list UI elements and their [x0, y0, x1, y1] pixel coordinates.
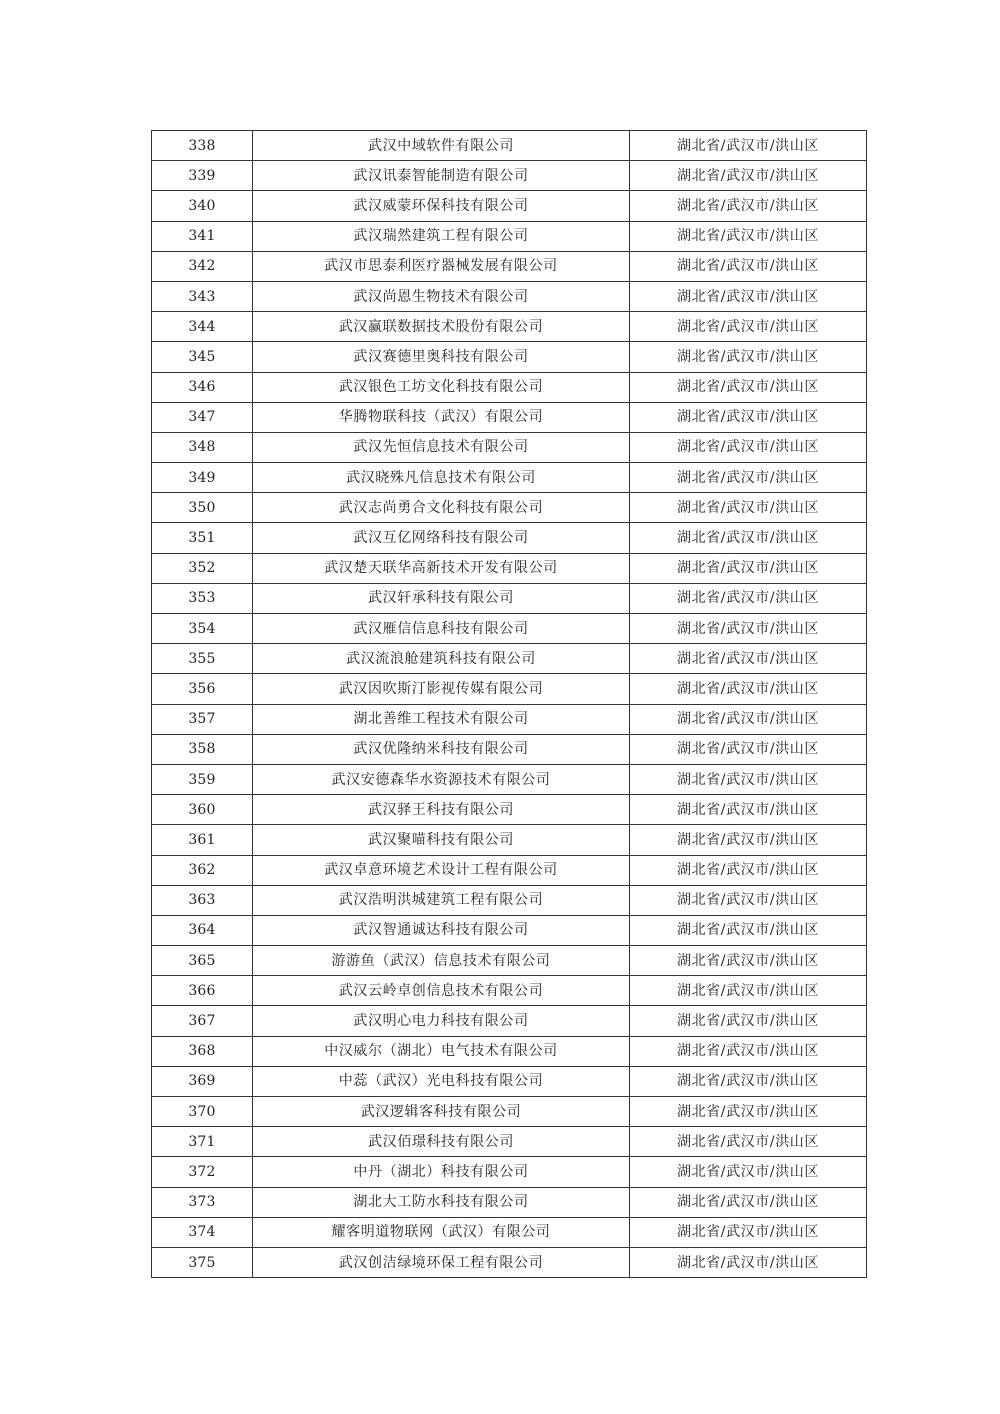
row-number: 366: [152, 976, 253, 1006]
company-location: 湖北省/武汉市/洪山区: [630, 1217, 867, 1247]
table-row: [152, 674, 867, 704]
table-row: [152, 1006, 867, 1036]
table-row: [152, 553, 867, 583]
table-row: [152, 915, 867, 945]
table-row: [152, 493, 867, 523]
company-name: 武汉赢联数据技术股份有限公司: [253, 312, 630, 342]
table-row: [152, 281, 867, 311]
company-name: 武汉卓意环境艺术设计工程有限公司: [253, 855, 630, 885]
table-row: [152, 1066, 867, 1096]
table-row: [152, 432, 867, 462]
company-location: 湖北省/武汉市/洪山区: [630, 795, 867, 825]
company-location: 湖北省/武汉市/洪山区: [630, 1066, 867, 1096]
table-row: [152, 583, 867, 613]
row-number: 368: [152, 1036, 253, 1066]
row-number: 372: [152, 1157, 253, 1187]
company-name: 武汉讯泰智能制造有限公司: [253, 161, 630, 191]
row-number: 346: [152, 372, 253, 402]
row-number: 358: [152, 734, 253, 764]
table-row: [152, 855, 867, 885]
table-row: [152, 402, 867, 432]
company-name: 武汉流浪舱建筑科技有限公司: [253, 644, 630, 674]
company-name: 武汉浩明洪城建筑工程有限公司: [253, 885, 630, 915]
company-name: 湖北大工防水科技有限公司: [253, 1187, 630, 1217]
row-number: 348: [152, 432, 253, 462]
company-location: 湖北省/武汉市/洪山区: [630, 915, 867, 945]
company-name: 中丹（湖北）科技有限公司: [253, 1157, 630, 1187]
company-location: 湖北省/武汉市/洪山区: [630, 1187, 867, 1217]
company-name: 武汉先恒信息技术有限公司: [253, 432, 630, 462]
table-row: [152, 342, 867, 372]
company-name: 武汉聚喵科技有限公司: [253, 825, 630, 855]
row-number: 343: [152, 281, 253, 311]
company-location: 湖北省/武汉市/洪山区: [630, 764, 867, 794]
row-number: 374: [152, 1217, 253, 1247]
row-number: 355: [152, 644, 253, 674]
company-location: 湖北省/武汉市/洪山区: [630, 734, 867, 764]
row-number: 347: [152, 402, 253, 432]
company-name: 武汉市思泰利医疗器械发展有限公司: [253, 251, 630, 281]
row-number: 362: [152, 855, 253, 885]
table-row: [152, 1187, 867, 1217]
table-row: [152, 614, 867, 644]
company-name: 武汉雁信信息科技有限公司: [253, 614, 630, 644]
row-number: 369: [152, 1066, 253, 1096]
table-row: [152, 644, 867, 674]
company-location: 湖北省/武汉市/洪山区: [630, 976, 867, 1006]
company-name: 武汉瑞然建筑工程有限公司: [253, 221, 630, 251]
company-name: 耀客明道物联网（武汉）有限公司: [253, 1217, 630, 1247]
company-name: 中汉威尔（湖北）电气技术有限公司: [253, 1036, 630, 1066]
company-name: 武汉晓殊凡信息技术有限公司: [253, 463, 630, 493]
row-number: 340: [152, 191, 253, 221]
table-row: [152, 734, 867, 764]
row-number: 350: [152, 493, 253, 523]
company-name: 武汉轩承科技有限公司: [253, 583, 630, 613]
row-number: 353: [152, 583, 253, 613]
company-name: 华腾物联科技（武汉）有限公司: [253, 402, 630, 432]
company-location: 湖北省/武汉市/洪山区: [630, 281, 867, 311]
table-row: [152, 795, 867, 825]
table-row: [152, 191, 867, 221]
table-row: [152, 1157, 867, 1187]
company-name: 武汉尚恩生物技术有限公司: [253, 281, 630, 311]
company-location: 湖北省/武汉市/洪山区: [630, 1097, 867, 1127]
company-location: 湖北省/武汉市/洪山区: [630, 372, 867, 402]
row-number: 349: [152, 463, 253, 493]
company-name: 武汉佰璟科技有限公司: [253, 1127, 630, 1157]
company-name: 武汉楚天联华高新技术开发有限公司: [253, 553, 630, 583]
row-number: 351: [152, 523, 253, 553]
company-name: 武汉互亿网络科技有限公司: [253, 523, 630, 553]
row-number: 375: [152, 1247, 253, 1277]
row-number: 356: [152, 674, 253, 704]
company-location: 湖北省/武汉市/洪山区: [630, 493, 867, 523]
table-row: [152, 1247, 867, 1277]
company-name: 武汉优隆纳米科技有限公司: [253, 734, 630, 764]
company-location: 湖北省/武汉市/洪山区: [630, 191, 867, 221]
company-name: 武汉中域软件有限公司: [253, 131, 630, 161]
row-number: 344: [152, 312, 253, 342]
company-location: 湖北省/武汉市/洪山区: [630, 312, 867, 342]
company-name: 武汉赛德里奥科技有限公司: [253, 342, 630, 372]
company-name: 武汉银色工坊文化科技有限公司: [253, 372, 630, 402]
table-row: [152, 1036, 867, 1066]
company-location: 湖北省/武汉市/洪山区: [630, 946, 867, 976]
company-name: 游游鱼（武汉）信息技术有限公司: [253, 946, 630, 976]
table-row: [152, 523, 867, 553]
table-row: [152, 251, 867, 281]
company-location: 湖北省/武汉市/洪山区: [630, 885, 867, 915]
table-row: [152, 1217, 867, 1247]
company-location: 湖北省/武汉市/洪山区: [630, 825, 867, 855]
row-number: 342: [152, 251, 253, 281]
table-body: [152, 131, 867, 1278]
company-location: 湖北省/武汉市/洪山区: [630, 161, 867, 191]
company-location: 湖北省/武汉市/洪山区: [630, 221, 867, 251]
company-name: 武汉安德森华水资源技术有限公司: [253, 764, 630, 794]
row-number: 371: [152, 1127, 253, 1157]
table-row: [152, 825, 867, 855]
company-name: 湖北善维工程技术有限公司: [253, 704, 630, 734]
company-location: 湖北省/武汉市/洪山区: [630, 402, 867, 432]
company-location: 湖北省/武汉市/洪山区: [630, 1247, 867, 1277]
company-name: 武汉智通诚达科技有限公司: [253, 915, 630, 945]
company-location: 湖北省/武汉市/洪山区: [630, 131, 867, 161]
table-row: [152, 764, 867, 794]
table-row: [152, 976, 867, 1006]
company-name: 武汉创洁绿境环保工程有限公司: [253, 1247, 630, 1277]
company-location: 湖北省/武汉市/洪山区: [630, 583, 867, 613]
company-name: 武汉明心电力科技有限公司: [253, 1006, 630, 1036]
row-number: 360: [152, 795, 253, 825]
row-number: 357: [152, 704, 253, 734]
row-number: 339: [152, 161, 253, 191]
company-location: 湖北省/武汉市/洪山区: [630, 1036, 867, 1066]
company-location: 湖北省/武汉市/洪山区: [630, 614, 867, 644]
company-location: 湖北省/武汉市/洪山区: [630, 704, 867, 734]
table-row: [152, 1127, 867, 1157]
row-number: 345: [152, 342, 253, 372]
company-location: 湖北省/武汉市/洪山区: [630, 1157, 867, 1187]
company-location: 湖北省/武汉市/洪山区: [630, 342, 867, 372]
row-number: 370: [152, 1097, 253, 1127]
table-row: [152, 1097, 867, 1127]
table-row: [152, 161, 867, 191]
company-name: 中蕊（武汉）光电科技有限公司: [253, 1066, 630, 1096]
company-location: 湖北省/武汉市/洪山区: [630, 644, 867, 674]
row-number: 367: [152, 1006, 253, 1036]
company-location: 湖北省/武汉市/洪山区: [630, 251, 867, 281]
company-location: 湖北省/武汉市/洪山区: [630, 855, 867, 885]
company-table: [151, 130, 867, 1278]
company-location: 湖北省/武汉市/洪山区: [630, 523, 867, 553]
table-row: [152, 946, 867, 976]
table-row: [152, 131, 867, 161]
company-name: 武汉驿王科技有限公司: [253, 795, 630, 825]
table-row: [152, 704, 867, 734]
company-name: 武汉逻辑客科技有限公司: [253, 1097, 630, 1127]
table-row: [152, 885, 867, 915]
table-row: [152, 463, 867, 493]
row-number: 352: [152, 553, 253, 583]
company-name: 武汉志尚勇合文化科技有限公司: [253, 493, 630, 523]
table-row: [152, 312, 867, 342]
company-location: 湖北省/武汉市/洪山区: [630, 674, 867, 704]
company-name: 武汉威蒙环保科技有限公司: [253, 191, 630, 221]
table-row: [152, 221, 867, 251]
row-number: 364: [152, 915, 253, 945]
company-name: 武汉云岭卓创信息技术有限公司: [253, 976, 630, 1006]
row-number: 363: [152, 885, 253, 915]
row-number: 354: [152, 614, 253, 644]
row-number: 373: [152, 1187, 253, 1217]
table-row: [152, 372, 867, 402]
row-number: 359: [152, 764, 253, 794]
company-location: 湖北省/武汉市/洪山区: [630, 553, 867, 583]
company-location: 湖北省/武汉市/洪山区: [630, 1127, 867, 1157]
company-location: 湖北省/武汉市/洪山区: [630, 463, 867, 493]
row-number: 341: [152, 221, 253, 251]
row-number: 338: [152, 131, 253, 161]
company-location: 湖北省/武汉市/洪山区: [630, 1006, 867, 1036]
company-location: 湖北省/武汉市/洪山区: [630, 432, 867, 462]
row-number: 361: [152, 825, 253, 855]
company-name: 武汉因吹斯汀影视传媒有限公司: [253, 674, 630, 704]
row-number: 365: [152, 946, 253, 976]
